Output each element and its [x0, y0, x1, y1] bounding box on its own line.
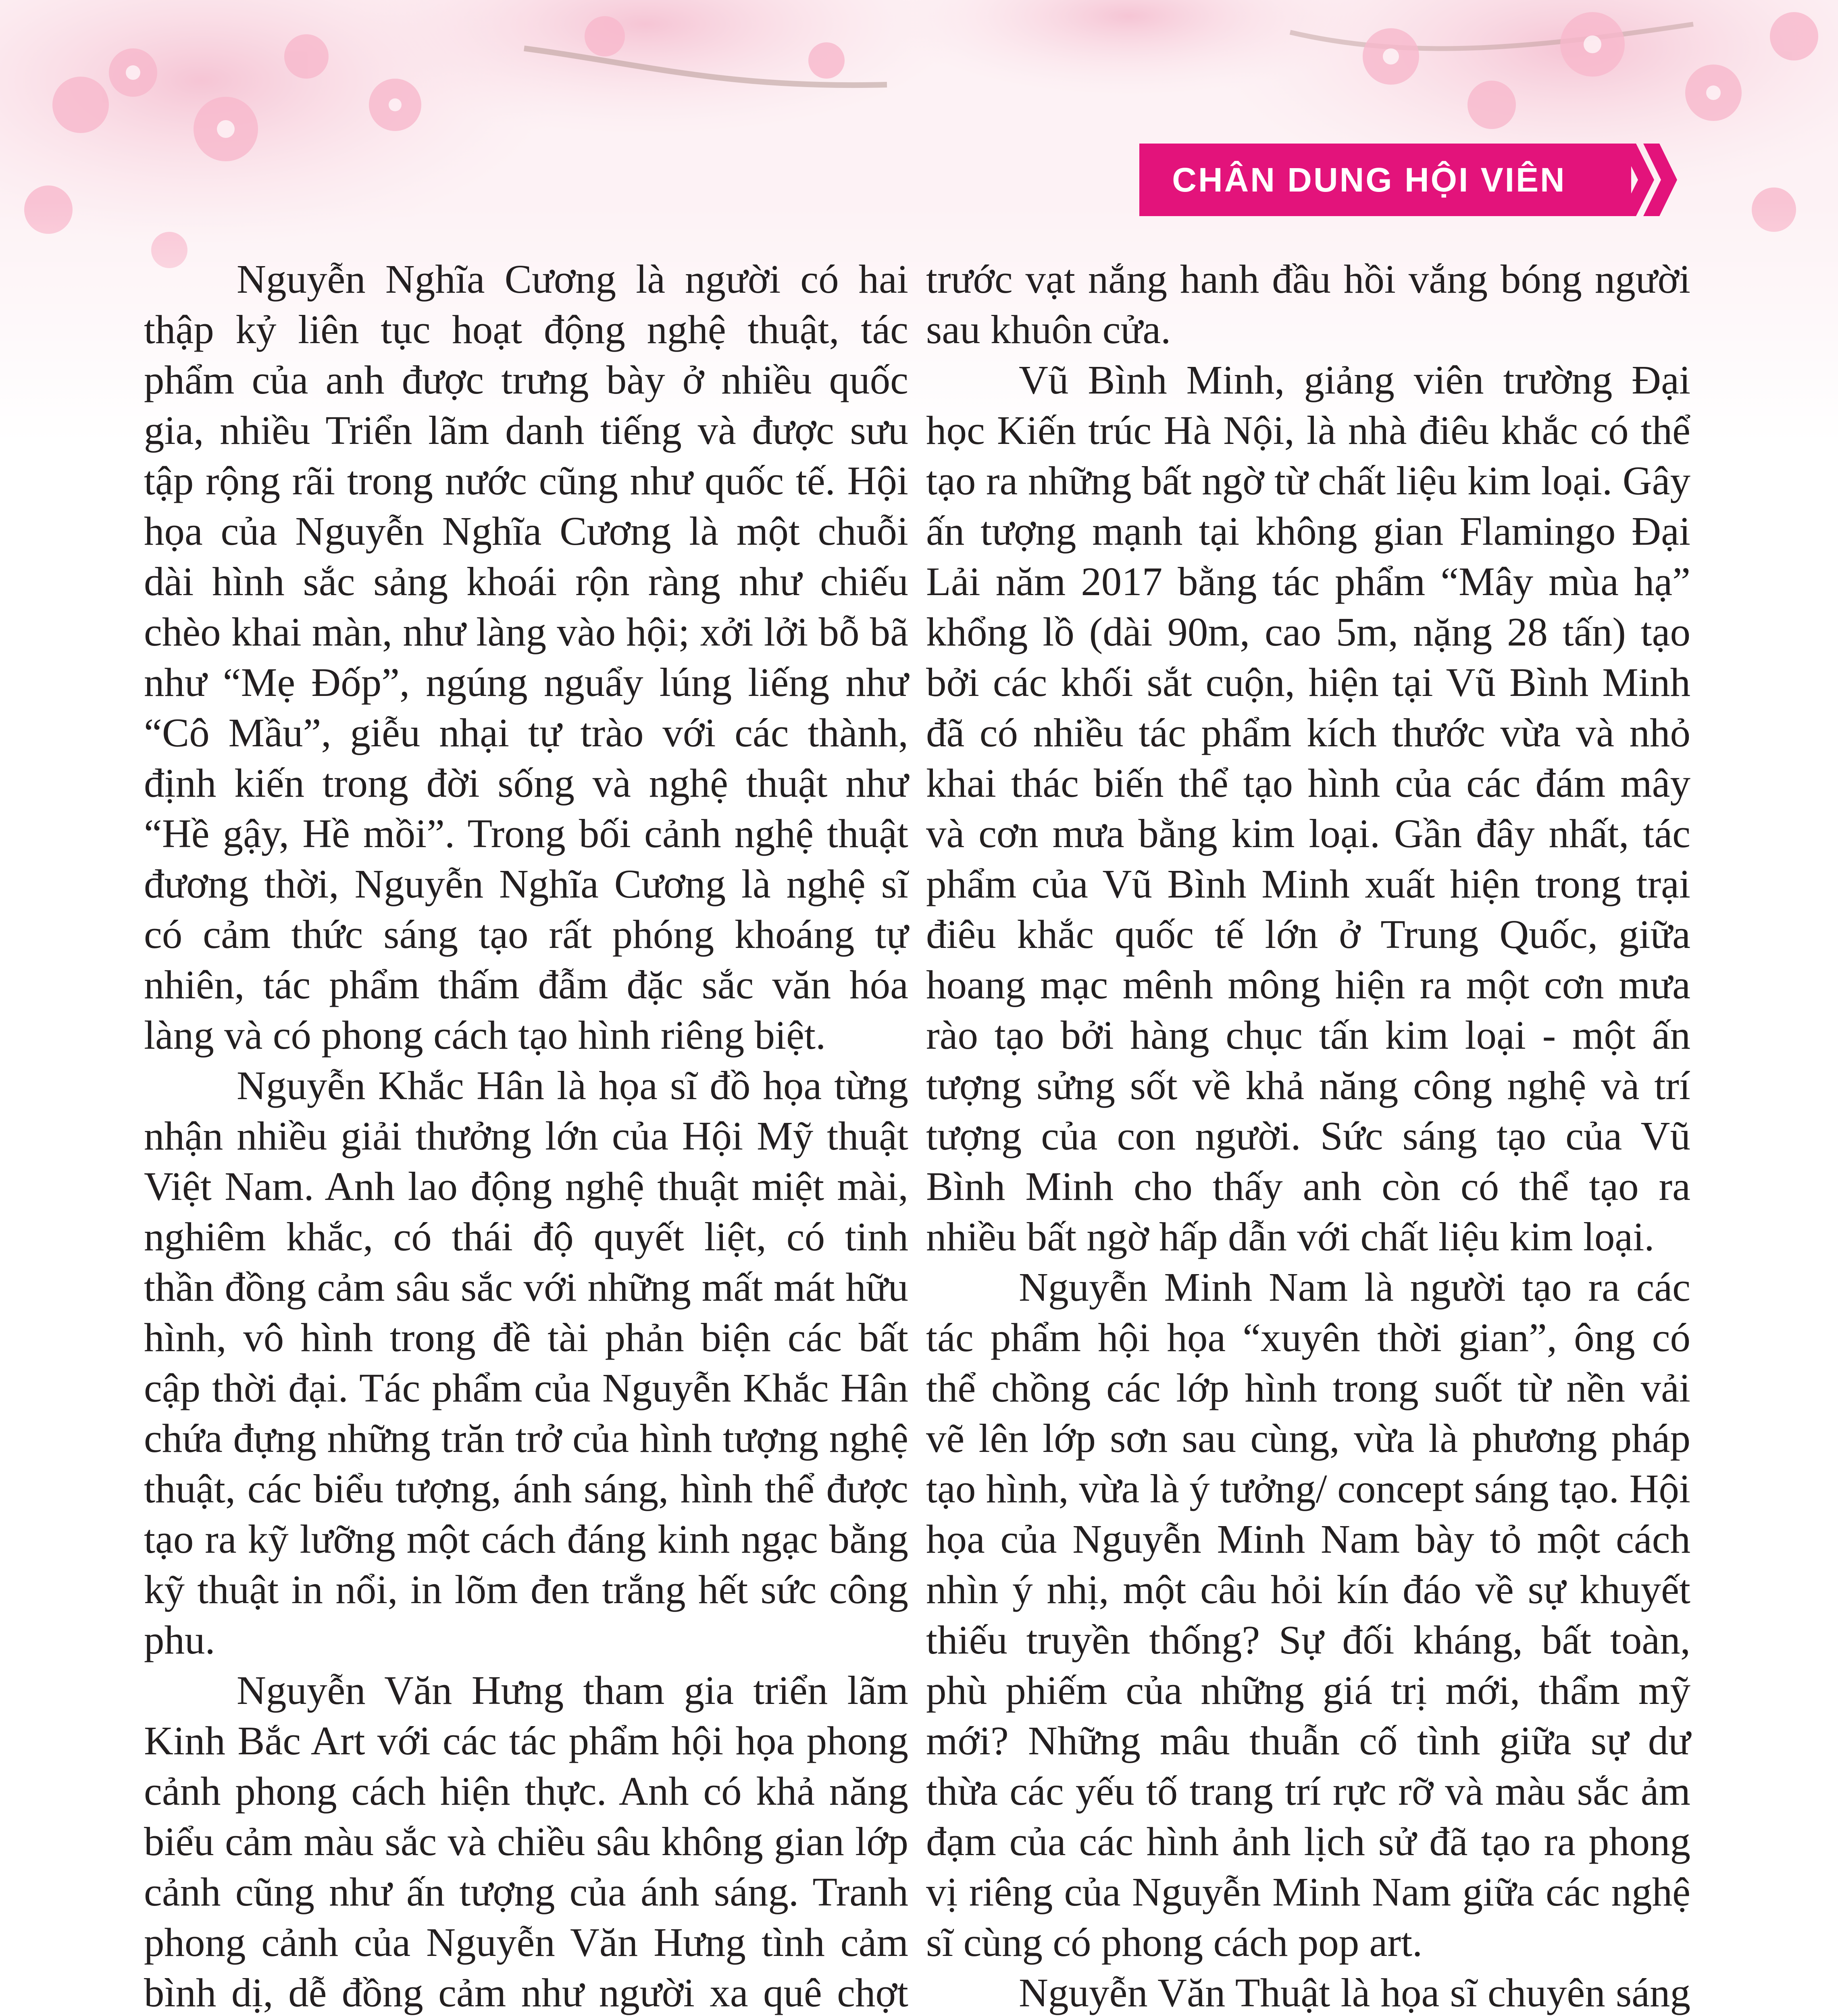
chevron-decoration-icon — [1597, 144, 1677, 216]
paragraph-nguyen-khac-han: Nguyễn Khắc Hân là họa sĩ đồ họa từng nhận nhiều giải thưởng lớn của Hội Mỹ thuật Việt Nam. Anh lao động nghệ thuật miệt mài, nghiêm khắc, có thái độ quyết liệt, có tinh thần đồng cảm sâu sắc với những mất mát hữu hình, vô hình trong đề tài phản biện các bất cập thời đại. Tác phẩm của Nguyễn Khắc Hân chứa đựng những trăn trở của hình tượng nghệ thuật, các biểu tượng, ánh sáng, hình thể được tạo ra kỹ lưỡng một cách đáng kinh ngạc bằng kỹ thuật in nổi, in lõm đen trắng hết sức công phu. — [144, 1063, 908, 1662]
paragraph-vu-binh-minh: Vũ Bình Minh, giảng viên trường Đại học Kiến trúc Hà Nội, là nhà điêu khắc có thể tạo ra những bất ngờ từ chất liệu kim loại. Gây ấn tượng mạnh tại không gian Flamingo Đại Lải năm 2017 bằng tác phẩm “Mây mùa hạ” khổng lồ (dài 90m, cao 5m, nặng 28 tấn) tạo bởi các khối sắt cuộn, hiện tại Vũ Bình Minh đã có nhiều tác phẩm kích thước vừa và nhỏ khai thác biến thể tạo hình của các đám mây và cơn mưa bằng kim loại. Gần đây nhất, tác phẩm của Vũ Bình Minh xuất hiện trong trại điêu khắc quốc tế lớn ở Trung Quốc, giữa hoang mạc mênh mông hiện ra một cơn mưa rào tạo bởi hàng chục tấn kim loại - một ấn tượng sửng sốt về khả năng công nghệ và trí tượng của con người. Sức sáng tạo của Vũ Bình Minh cho thấy anh còn có thể tạo ra nhiều bất ngờ hấp dẫn với chất liệu kim loại. — [926, 357, 1690, 1259]
paragraph-continued: trước vạt nắng hanh đầu hồi vắng bóng người sau khuôn cửa. — [926, 256, 1690, 352]
article-column-left — [144, 254, 908, 2016]
paragraph-nguyen-nghia-cuong: Nguyễn Nghĩa Cương là người có hai thập kỷ liên tục hoạt động nghệ thuật, tác phẩm của anh được trưng bày ở nhiều quốc gia, nhiều Triển lãm danh tiếng và được sưu tập rộng rãi trong nước cũng như quốc tế. Hội họa của Nguyễn Nghĩa Cương là một chuỗi dài hình sắc sảng khoái rộn ràng như chiếu chèo khai màn, như làng vào hội; xởi lởi bỗ bã như “Mẹ Đốp”, ngúng nguẩy lúng liếng như “Cô Mầu”, giễu nhại tự trào với các thành, định kiến trong đời sống và nghệ thuật như “Hề gậy, Hề mồi”. Trong bối cảnh nghệ thuật đương thời, Nguyễn Nghĩa Cương là nghệ sĩ có cảm thức sáng tạo rất phóng khoáng tự nhiên, tác phẩm thấm đẫm đặc sắc văn hóa làng và có phong cách tạo hình riêng biệt. — [144, 256, 908, 1058]
paragraph-nguyen-minh-nam: Nguyễn Minh Nam là người tạo ra các tác phẩm hội họa “xuyên thời gian”, ông có thể chồng các lớp hình trong suốt từ nền vải vẽ lên lớp sơn sau cùng, vừa là phương pháp tạo hình, vừa là ý tưởng/ concept sáng tạo. Hội họa của Nguyễn Minh Nam bày tỏ một cách nhìn ý nhị, một câu hỏi kín đáo về sự khuyết thiếu truyền thống? Sự đối kháng, bất toàn, phù phiếm của những giá trị mới, thẩm mỹ mới? Những mâu thuẫn cố tình giữa sự dư thừa các yếu tố trang trí rực rỡ và màu sắc ảm đạm của các hình ảnh lịch sử đã tạo ra phong vị riêng của Nguyễn Minh Nam giữa các nghệ sĩ cùng có phong cách pop art. — [926, 1264, 1690, 1965]
article-column-right — [926, 254, 1690, 2016]
paragraph-nguyen-van-hung: Nguyễn Văn Hưng tham gia triển lãm Kinh Bắc Art với các tác phẩm hội họa phong cảnh phong cách hiện thực. Anh có khả năng biểu cảm màu sắc và chiều sâu không gian lớp cảnh cũng như ấn tượng của ánh sáng. Tranh phong cảnh của Nguyễn Văn Hưng tình cảm bình dị, dễ đồng cảm như người xa quê chợt — [144, 1668, 908, 2015]
section-tag — [1139, 144, 1631, 216]
section-tag-label: CHÂN DUNG HỘI VIÊN — [1172, 160, 1566, 199]
paragraph-nguyen-van-thuat: Nguyễn Văn Thuật là họa sĩ chuyên sáng — [1019, 1970, 1690, 2015]
